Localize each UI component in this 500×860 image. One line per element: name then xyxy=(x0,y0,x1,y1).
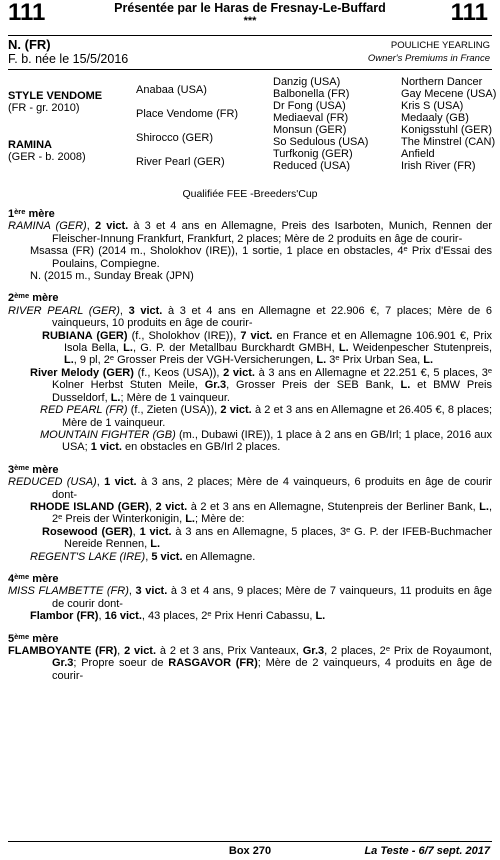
pedigree-gen4: The Minstrel (CAN) xyxy=(401,136,496,148)
family-paragraph: RIVER PEARL (GER), 3 vict. à 3 et 4 ans en Allemagne et 22.906 €, 7 places; Mère de 6 vainqueurs, 10 produits en âge de courir- xyxy=(8,304,492,330)
consignor-stars: *** xyxy=(243,15,257,27)
generation-heading-5: 5ème mère xyxy=(8,631,59,645)
produce-entry: Msassa (FR) (2014 m., Sholokhov (IRE)), 1 sortie, 1 place en obstacles, 4e Prix d'Essai des Poulains, Compiegne. xyxy=(30,244,493,270)
pedigree-gen4: Northern Dancer xyxy=(401,76,483,88)
pedigree-gen4: Gay Mecene (USA) xyxy=(401,88,497,100)
produce-entry: RUBIANA (GER) (f., Sholokhov (IRE)), 7 vict. en France et en Allemagne 106.901 €, Prix Isola Bella, L., G. P. der Metallbau Burckhardt GMBH, L. Weidenpescher Stutenpreis, L., 9 pl, 2e Grosser Preis der VGH-Versicherungen, L. 3e Prix Urban Sea, L. xyxy=(42,329,493,367)
pedigree-table xyxy=(0,76,500,176)
pedigree-dam-info: (GER - b. 2008) xyxy=(8,151,86,163)
generation-heading-4: 4ème mère xyxy=(8,571,59,585)
pedigree-gen3: Dr Fong (USA) xyxy=(273,100,346,112)
generation-heading-3: 3ème mère xyxy=(8,462,59,476)
pedigree-gen2: Anabaa (USA) xyxy=(136,84,207,96)
page-header xyxy=(0,0,500,34)
pedigree-dam: RAMINA xyxy=(8,139,52,151)
pedigree-gen3: Monsun (GER) xyxy=(273,124,347,136)
dam-line-body xyxy=(8,208,492,682)
pedigree-gen4: Medaaly (GB) xyxy=(401,112,469,124)
produce-entry: RED PEARL (FR) (f., Zieten (USA)), 2 vict. à 2 et 3 ans en Allemagne et 26.405 €, 8 places; Mère de 1 vainqueur. xyxy=(40,404,493,429)
horse-category: POULICHE YEARLING xyxy=(390,40,490,51)
produce-entry: REGENT'S LAKE (IRE), 5 vict. en Allemagne. xyxy=(30,550,256,563)
family-paragraph: REDUCED (USA), 1 vict. à 3 ans, 2 places; Mère de 4 vainqueurs, 6 produits en âge de courir dont- xyxy=(8,476,492,501)
pedigree-gen3: Danzig (USA) xyxy=(273,76,341,88)
qualification-note: Qualifiée FEE -Breeders'Cup xyxy=(182,188,318,200)
pedigree-gen3: Reduced (USA) xyxy=(273,160,351,172)
pedigree-gen4: Irish River (FR) xyxy=(401,160,476,172)
consignor-title: Présentée par le Haras de Fresnay-Le-Buffard xyxy=(114,1,386,15)
pedigree-gen3: Balbonella (FR) xyxy=(273,88,350,100)
pedigree-gen2: Shirocco (GER) xyxy=(136,132,214,144)
sale-info: La Teste - 6/7 sept. 2017 xyxy=(364,845,490,857)
family-paragraph: MISS FLAMBETTE (FR), 3 vict. à 3 et 4 ans, 9 places; Mère de 7 vainqueurs, 11 produits en âge de courir dont- xyxy=(8,585,493,610)
family-paragraph: RAMINA (GER), 2 vict. à 3 et 4 ans en Allemagne, Preis des Isarboten, Munich, Rennen der Fleischer-Innung Frankfurt, Frankfurt, 2 places; Mère de 2 produits en âge de courir- xyxy=(8,220,492,245)
produce-entry: Rosewood (GER), 1 vict. à 3 ans en Allemagne, 5 places, 3e G. P. der IFEB-Buchmacher Nereide Rennen, L. xyxy=(42,524,493,551)
horse-description: F. b. née le 15/5/2016 xyxy=(8,52,129,66)
lot-number-right: 111 xyxy=(450,0,488,26)
family-paragraph: FLAMBOYANTE (FR), 2 vict. à 2 et 3 ans, Prix Vanteaux, Gr.3, 2 places, 2e Prix de Royaumont, Gr.3; Propre soeur de RASGAVOR (FR); Mère de 2 vainqueurs, 4 produits en âge de courir- xyxy=(8,644,492,682)
box-number: Box 270 xyxy=(228,845,272,857)
pedigree-gen3: So Sedulous (USA) xyxy=(273,136,369,148)
owners-premiums: Owner's Premiums in France xyxy=(367,53,490,64)
produce-entry: RHODE ISLAND (GER), 2 vict. à 2 et 3 ans en Allemagne, Stutenpreis der Berliner Bank, L., 2e Preis der Winterkonigin, L.; Mère de: xyxy=(30,500,493,526)
pedigree-rule xyxy=(8,69,492,70)
pedigree-gen3: Mediaeval (FR) xyxy=(273,112,349,124)
generation-heading-1: 1ère mère xyxy=(8,207,55,220)
produce-entry: MOUNTAIN FIGHTER (GB) (m., Dubawi (IRE)), 1 place à 2 ans en GB/Irl; 1 place, 2016 aux USA; 1 vict. en obstacles en GB/Irl 2 places. xyxy=(40,428,492,454)
pedigree-sire-info: (FR - gr. 2010) xyxy=(8,102,80,114)
produce-entry: River Melody (GER) (f., Keos (USA)), 2 vict. à 3 ans en Allemagne et 22.251 €, 5 places, 3e Kolner Herbst Stuten Meile, Gr.3, Grosser Preis der SEB Bank, L. et BMW Preis Dusseldorf, L.; Mère de 1 vainqueur. xyxy=(30,365,493,404)
produce-entry: N. (2015 m., Sunday Break (JPN) xyxy=(30,270,194,283)
pedigree-gen4: Anfield xyxy=(401,148,435,160)
produce-entry: Flambor (FR), 16 vict., 43 places, 2e Prix Henri Cabassu, L. xyxy=(30,609,326,623)
pedigree-gen3: Turfkonig (GER) xyxy=(273,148,353,160)
pedigree-gen4: Kris S (USA) xyxy=(401,100,464,112)
pedigree-gen4: Konigsstuhl (GER) xyxy=(401,124,493,136)
pedigree-gen2: Place Vendome (FR) xyxy=(136,108,239,120)
horse-name: N. (FR) xyxy=(8,37,51,52)
lot-number-left: 111 xyxy=(8,0,46,26)
header-rule xyxy=(8,35,492,36)
generation-heading-2: 2ème mère xyxy=(8,291,59,305)
pedigree-gen2: River Pearl (GER) xyxy=(136,156,225,168)
page-footer xyxy=(0,842,500,860)
pedigree-sire: STYLE VENDOME xyxy=(8,90,103,102)
